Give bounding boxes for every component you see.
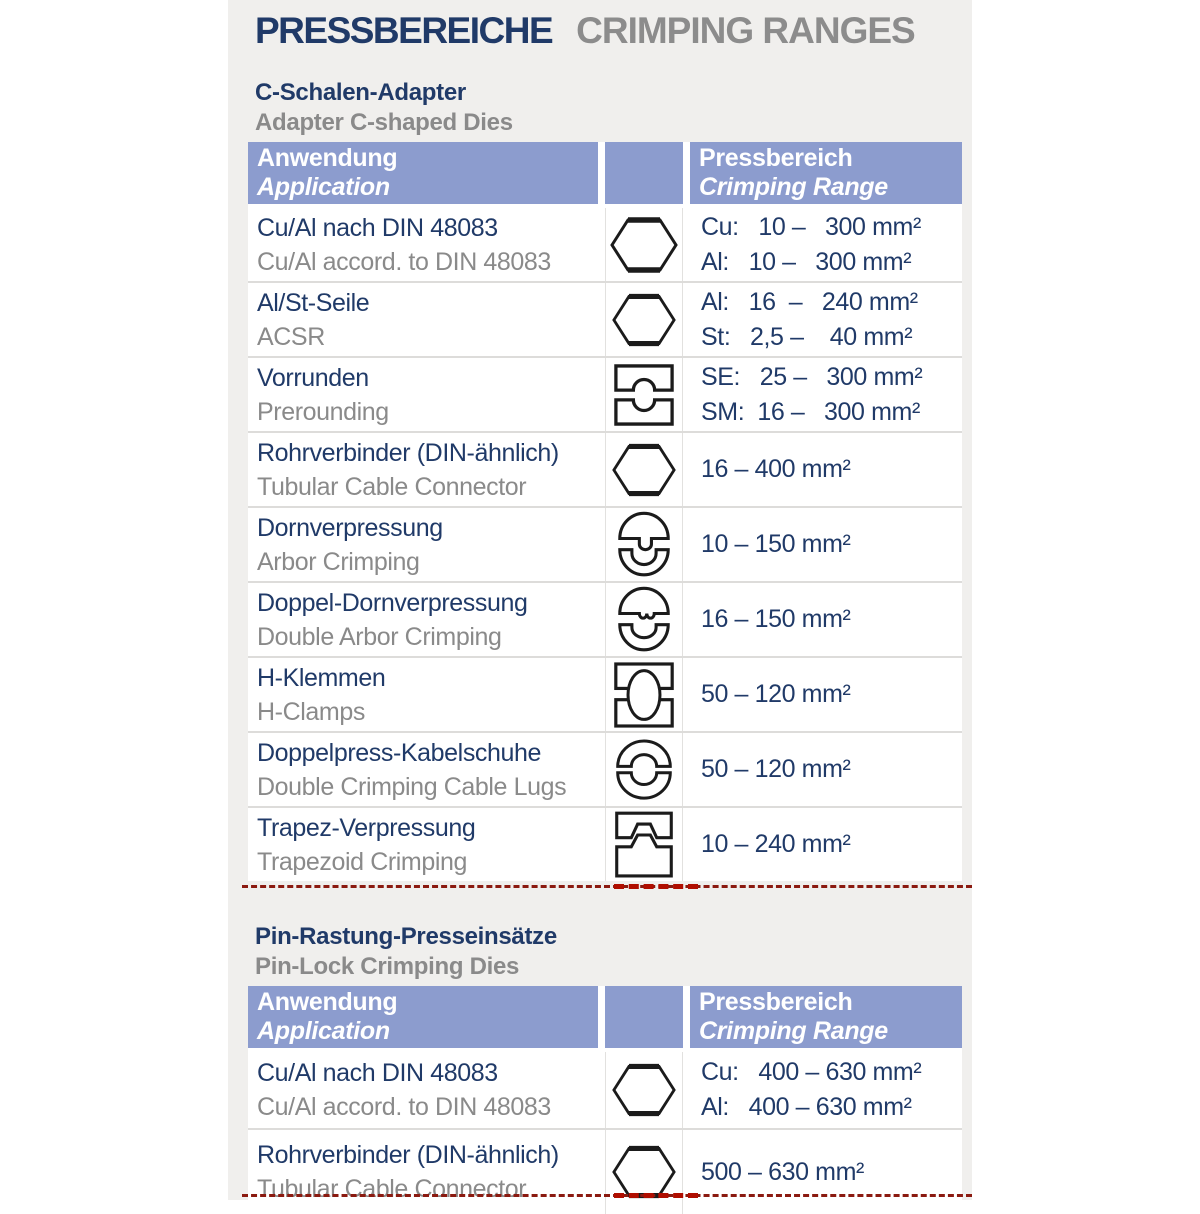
application-label-en: Double Crimping Cable Lugs — [257, 772, 567, 801]
die-shape-cell — [605, 658, 683, 731]
table-row — [248, 656, 962, 731]
range-column-header — [690, 142, 962, 204]
application-cell — [248, 1130, 598, 1214]
range-value: Al: 400 – 630 mm² — [701, 1093, 912, 1121]
double-crimp-dies-icon — [615, 738, 673, 802]
application-cell — [248, 433, 598, 506]
range-value: St: 2,5 – 40 mm² — [701, 322, 913, 351]
double-arbor-dies-icon — [617, 585, 671, 655]
application-label-de: Doppelpress-Kabelschuhe — [257, 738, 542, 767]
application-cell — [248, 583, 598, 656]
table-row — [248, 506, 962, 581]
application-label-en: Cu/Al accord. to DIN 48083 — [257, 247, 551, 276]
range-value: SM: 16 – 300 mm² — [701, 397, 920, 426]
range-value: Cu: 10 – 300 mm² — [701, 212, 921, 241]
crimping-range-cell — [690, 658, 962, 731]
page-title — [255, 8, 972, 62]
die-shape-cell — [605, 208, 683, 281]
pin-lock-dies-table — [248, 986, 962, 1214]
table-row — [248, 806, 962, 881]
crimping-range-cell — [690, 733, 962, 806]
range-value: Al: 16 – 240 mm² — [701, 287, 918, 316]
application-cell — [248, 733, 598, 806]
range-value: 50 – 120 mm² — [701, 680, 851, 708]
page-title-de: PRESSBEREICHE — [255, 10, 553, 51]
section-title-c-shaped — [255, 78, 972, 138]
application-label-de: Doppel-Dornverpressung — [257, 588, 528, 617]
application-label-en: Trapezoid Crimping — [257, 847, 468, 876]
table-row — [248, 431, 962, 506]
h-clamp-dies-icon — [613, 661, 675, 729]
page-title-en: CRIMPING RANGES — [576, 10, 915, 51]
trapezoid-dies-icon — [614, 810, 674, 880]
header-label-en: Application — [257, 173, 390, 201]
hexagon-die-icon — [612, 440, 676, 500]
application-label-de: Rohrverbinder (DIN-ähnlich) — [257, 1141, 559, 1169]
application-column-header — [248, 142, 598, 204]
application-label-en: ACSR — [257, 322, 325, 351]
die-shape-column-header — [605, 986, 683, 1048]
range-value: SE: 25 – 300 mm² — [701, 362, 923, 391]
application-column-header — [248, 986, 598, 1048]
application-cell — [248, 508, 598, 581]
range-value: 16 – 400 mm² — [701, 455, 851, 483]
range-value: 10 – 150 mm² — [701, 530, 851, 558]
header-label-en: Crimping Range — [699, 1017, 888, 1045]
range-value: 50 – 120 mm² — [701, 755, 851, 783]
crimping-range-cell — [690, 808, 962, 881]
die-shape-cell — [605, 733, 683, 806]
die-shape-cell — [605, 1130, 683, 1214]
die-shape-cell — [605, 433, 683, 506]
application-cell — [248, 808, 598, 881]
page-panel — [228, 0, 972, 1203]
die-shape-cell — [605, 508, 683, 581]
table-header-row — [248, 986, 962, 1048]
section-title-de: C-Schalen-Adapter — [255, 79, 466, 106]
dashed-separator — [242, 885, 972, 888]
crimping-range-cell — [690, 208, 962, 281]
application-label-de: Dornverpressung — [257, 513, 443, 542]
table-row — [248, 1052, 962, 1128]
hexagon-die-icon — [612, 1060, 676, 1120]
table-row — [248, 1128, 962, 1214]
application-label-de: Rohrverbinder (DIN-ähnlich) — [257, 438, 559, 467]
dashed-separator-accent — [614, 1193, 698, 1198]
crimping-range-cell — [690, 508, 962, 581]
application-label-de: Trapez-Verpressung — [257, 813, 476, 842]
die-shape-cell — [605, 283, 683, 356]
die-shape-cell — [605, 358, 683, 431]
section-title-en: Pin-Lock Crimping Dies — [255, 953, 520, 980]
table-row — [248, 356, 962, 431]
application-label-de: Al/St-Seile — [257, 288, 370, 317]
c-shaped-dies-table — [248, 142, 962, 881]
section-title-pin-lock — [255, 922, 972, 982]
crimping-range-cell — [690, 583, 962, 656]
header-label-de: Anwendung — [257, 144, 398, 172]
range-value: 10 – 240 mm² — [701, 830, 851, 858]
range-value: Al: 10 – 300 mm² — [701, 247, 912, 276]
range-value: 16 – 150 mm² — [701, 605, 851, 633]
application-cell — [248, 283, 598, 356]
hexagon-die-icon — [612, 290, 676, 350]
application-label-en: Arbor Crimping — [257, 547, 420, 576]
hexagon-die-icon — [610, 217, 678, 273]
application-label-en: H-Clamps — [257, 697, 365, 726]
table-row — [248, 731, 962, 806]
header-label-en: Crimping Range — [699, 173, 888, 201]
table-row — [248, 281, 962, 356]
application-cell — [248, 1052, 598, 1128]
header-label-de: Pressbereich — [699, 988, 853, 1016]
application-cell — [248, 358, 598, 431]
range-value: 500 – 630 mm² — [701, 1157, 864, 1186]
crimping-range-cell — [690, 433, 962, 506]
arbor-dies-icon — [617, 510, 671, 580]
application-label-de: Cu/Al nach DIN 48083 — [257, 213, 498, 242]
section-title-en: Adapter C-shaped Dies — [255, 109, 513, 136]
application-label-de: H-Klemmen — [257, 663, 386, 692]
application-label-en: Tubular Cable Connector — [257, 472, 527, 501]
range-column-header — [690, 986, 962, 1048]
die-shape-cell — [605, 583, 683, 656]
dashed-separator-accent — [614, 884, 698, 889]
die-shape-cell — [605, 808, 683, 881]
prerounding-dies-icon — [613, 363, 675, 427]
table-row — [248, 581, 962, 656]
range-value: Cu: 400 – 630 mm² — [701, 1058, 922, 1086]
crimping-range-cell — [690, 358, 962, 431]
header-label-en: Application — [257, 1017, 390, 1045]
crimping-range-cell — [690, 1052, 962, 1128]
application-label-de: Vorrunden — [257, 363, 369, 392]
application-label-en: Cu/Al accord. to DIN 48083 — [257, 1093, 551, 1121]
application-label-en: Double Arbor Crimping — [257, 622, 502, 651]
table-row — [248, 208, 962, 281]
crimping-range-cell — [690, 1130, 962, 1214]
application-cell — [248, 658, 598, 731]
header-label-de: Anwendung — [257, 988, 398, 1016]
die-shape-column-header — [605, 142, 683, 204]
application-label-en: Tubular Cable Connector — [257, 1175, 527, 1203]
crimping-range-cell — [690, 283, 962, 356]
die-shape-cell — [605, 1052, 683, 1128]
table-header-row — [248, 142, 962, 204]
header-label-de: Pressbereich — [699, 144, 853, 172]
application-label-de: Cu/Al nach DIN 48083 — [257, 1059, 498, 1087]
dashed-separator — [242, 1194, 972, 1197]
application-cell — [248, 208, 598, 281]
application-label-en: Prerounding — [257, 397, 389, 426]
section-title-de: Pin-Rastung-Presseinsätze — [255, 923, 557, 950]
